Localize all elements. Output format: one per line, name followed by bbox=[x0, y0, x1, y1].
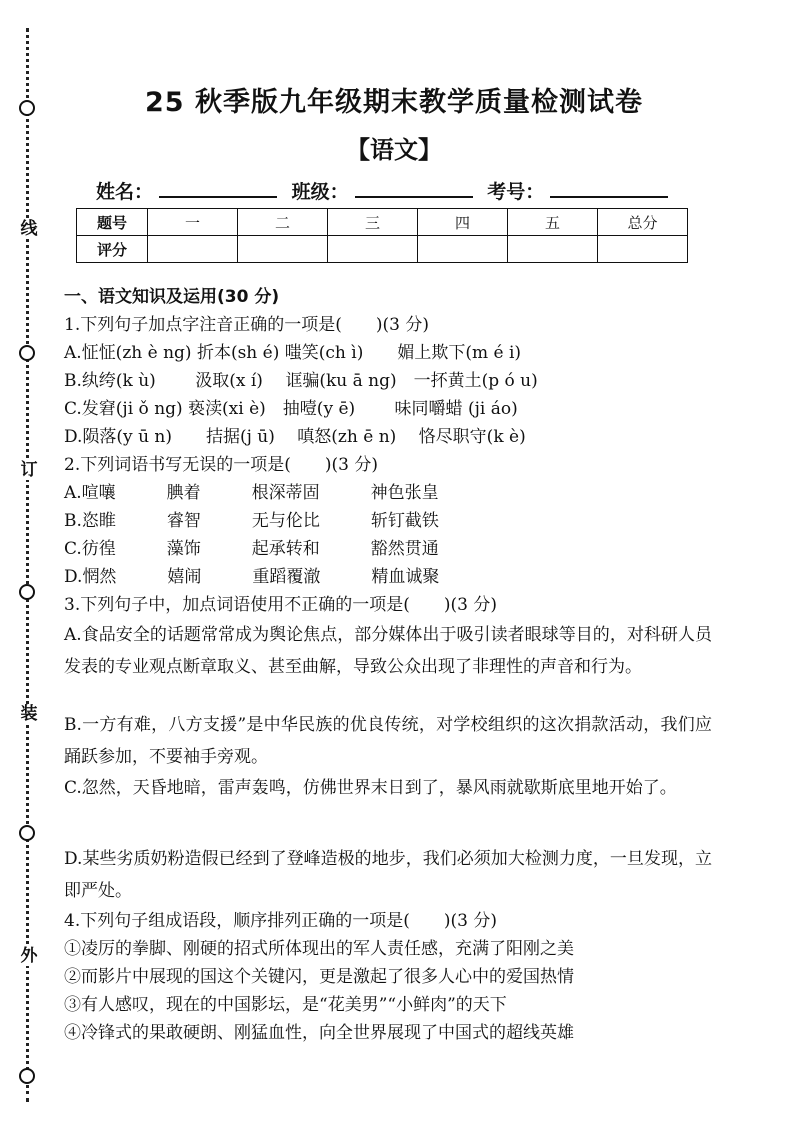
col-1: 一 bbox=[148, 209, 238, 236]
binding-char-ding: 订 bbox=[20, 460, 38, 480]
score-cell[interactable] bbox=[418, 236, 508, 263]
col-total: 总分 bbox=[598, 209, 688, 236]
binding-circle bbox=[19, 100, 35, 116]
binding-circle bbox=[19, 345, 35, 361]
binding-circle bbox=[19, 825, 35, 841]
q2-stem: 2.下列词语书写无误的一项是( )(3 分) bbox=[64, 455, 378, 475]
binding-char-wai: 外 bbox=[20, 946, 38, 966]
q2-option-b: B.恣睢 睿智 无与伦比 斩钉截铁 bbox=[64, 511, 439, 531]
row-label-score: 评分 bbox=[77, 236, 148, 263]
class-field[interactable] bbox=[355, 182, 473, 198]
q2-option-a: A.喧嚷 腆着 根深蒂固 神色张皇 bbox=[64, 483, 439, 503]
q1-option-a: A.怔怔(zh è ng) 折本(sh é) 嗤笑(ch ì) 媚上欺下(m é i) bbox=[64, 343, 522, 363]
score-table-header-row bbox=[77, 209, 688, 236]
section-1-title: 一、语文知识及运用(30 分) bbox=[64, 287, 280, 307]
q4-stem: 4.下列句子组成语段，顺序排列正确的一项是( )(3 分) bbox=[64, 911, 497, 931]
class-label: 班级： bbox=[291, 181, 349, 203]
q1-stem: 1.下列句子加点字注音正确的一项是( )(3 分) bbox=[64, 315, 429, 335]
number-label: 考号： bbox=[487, 181, 545, 203]
score-cell[interactable] bbox=[148, 236, 238, 263]
name-field[interactable] bbox=[159, 182, 277, 198]
q3-option-c: C.忽然，天昏地暗，雷声轰鸣，仿佛世界末日到了，暴风雨就歇斯底里地开始了。 bbox=[64, 778, 677, 798]
q3-option-d: D.某些劣质奶粉造假已经到了登峰造极的地步，我们必须加大检测力度，一旦发现，立即严处。 bbox=[64, 849, 712, 901]
exam-subject: 【语文】 bbox=[346, 136, 442, 164]
col-4: 四 bbox=[418, 209, 508, 236]
col-2: 二 bbox=[238, 209, 328, 236]
binding-circle bbox=[19, 1068, 35, 1084]
score-cell[interactable] bbox=[238, 236, 328, 263]
number-field[interactable] bbox=[550, 182, 668, 198]
name-label: 姓名： bbox=[96, 181, 154, 203]
score-table-score-row bbox=[77, 236, 688, 263]
score-table bbox=[76, 208, 688, 263]
q1-option-b: B.纨绔(k ù) 汲取(x í) 诓骗(ku ā ng) 一抔黄土(p ó u) bbox=[64, 371, 538, 391]
q1-option-c: C.发窘(ji ǒ ng) 亵渎(xi è) 抽噎(y ē) 味同嚼蜡 (ji áo) bbox=[64, 399, 518, 419]
student-info-row bbox=[96, 177, 676, 204]
q3-option-b: B.一方有难，八方支援”是中华民族的优良传统，对学校组织的这次捐款活动，我们应踊跃参加，不要袖手旁观。 bbox=[64, 715, 712, 767]
score-cell[interactable] bbox=[598, 236, 688, 263]
exam-title: 25 秋季版九年级期末教学质量检测试卷 bbox=[145, 87, 643, 118]
binding-dotted-line bbox=[26, 28, 29, 1102]
col-3: 三 bbox=[328, 209, 418, 236]
q2-option-d: D.惘然 嬉闹 重蹈覆澈 精血诚聚 bbox=[64, 567, 440, 587]
score-cell[interactable] bbox=[328, 236, 418, 263]
q3-option-a: A.食品安全的话题常常成为舆论焦点，部分媒体出于吸引读者眼球等目的，对科研人员发表的专业观点断章取义、甚至曲解，导致公众出现了非理性的声音和行为。 bbox=[64, 625, 712, 677]
binding-char-zhuang: 装 bbox=[20, 704, 38, 724]
q2-option-c: C.彷徨 藻饰 起承转和 豁然贯通 bbox=[64, 539, 439, 559]
q4-sentence-2: ②而影片中展现的国这个关键闪，更是激起了很多人心中的爱国热情 bbox=[64, 967, 574, 987]
q4-sentence-1: ①凌厉的拳脚、刚硬的招式所体现出的军人责任感，充满了阳刚之美 bbox=[64, 939, 574, 959]
q1-option-d: D.陨落(y ū n) 拮据(j ū) 嗔怒(zh ē n) 恪尽职守(k è) bbox=[64, 427, 526, 447]
binding-margin bbox=[0, 0, 60, 1122]
binding-char-xian: 线 bbox=[20, 219, 38, 239]
binding-circle bbox=[19, 584, 35, 600]
q4-sentence-3: ③有人感叹，现在的中国影坛，是“花美男”“小鲜肉”的天下 bbox=[64, 995, 507, 1015]
score-cell[interactable] bbox=[508, 236, 598, 263]
q4-sentence-4: ④冷锋式的果敢硬朗、刚猛血性，向全世界展现了中国式的超线英雄 bbox=[64, 1023, 574, 1043]
row-label-question-number: 题号 bbox=[77, 209, 148, 236]
col-5: 五 bbox=[508, 209, 598, 236]
q3-stem: 3.下列句子中，加点词语使用不正确的一项是( )(3 分) bbox=[64, 595, 497, 615]
